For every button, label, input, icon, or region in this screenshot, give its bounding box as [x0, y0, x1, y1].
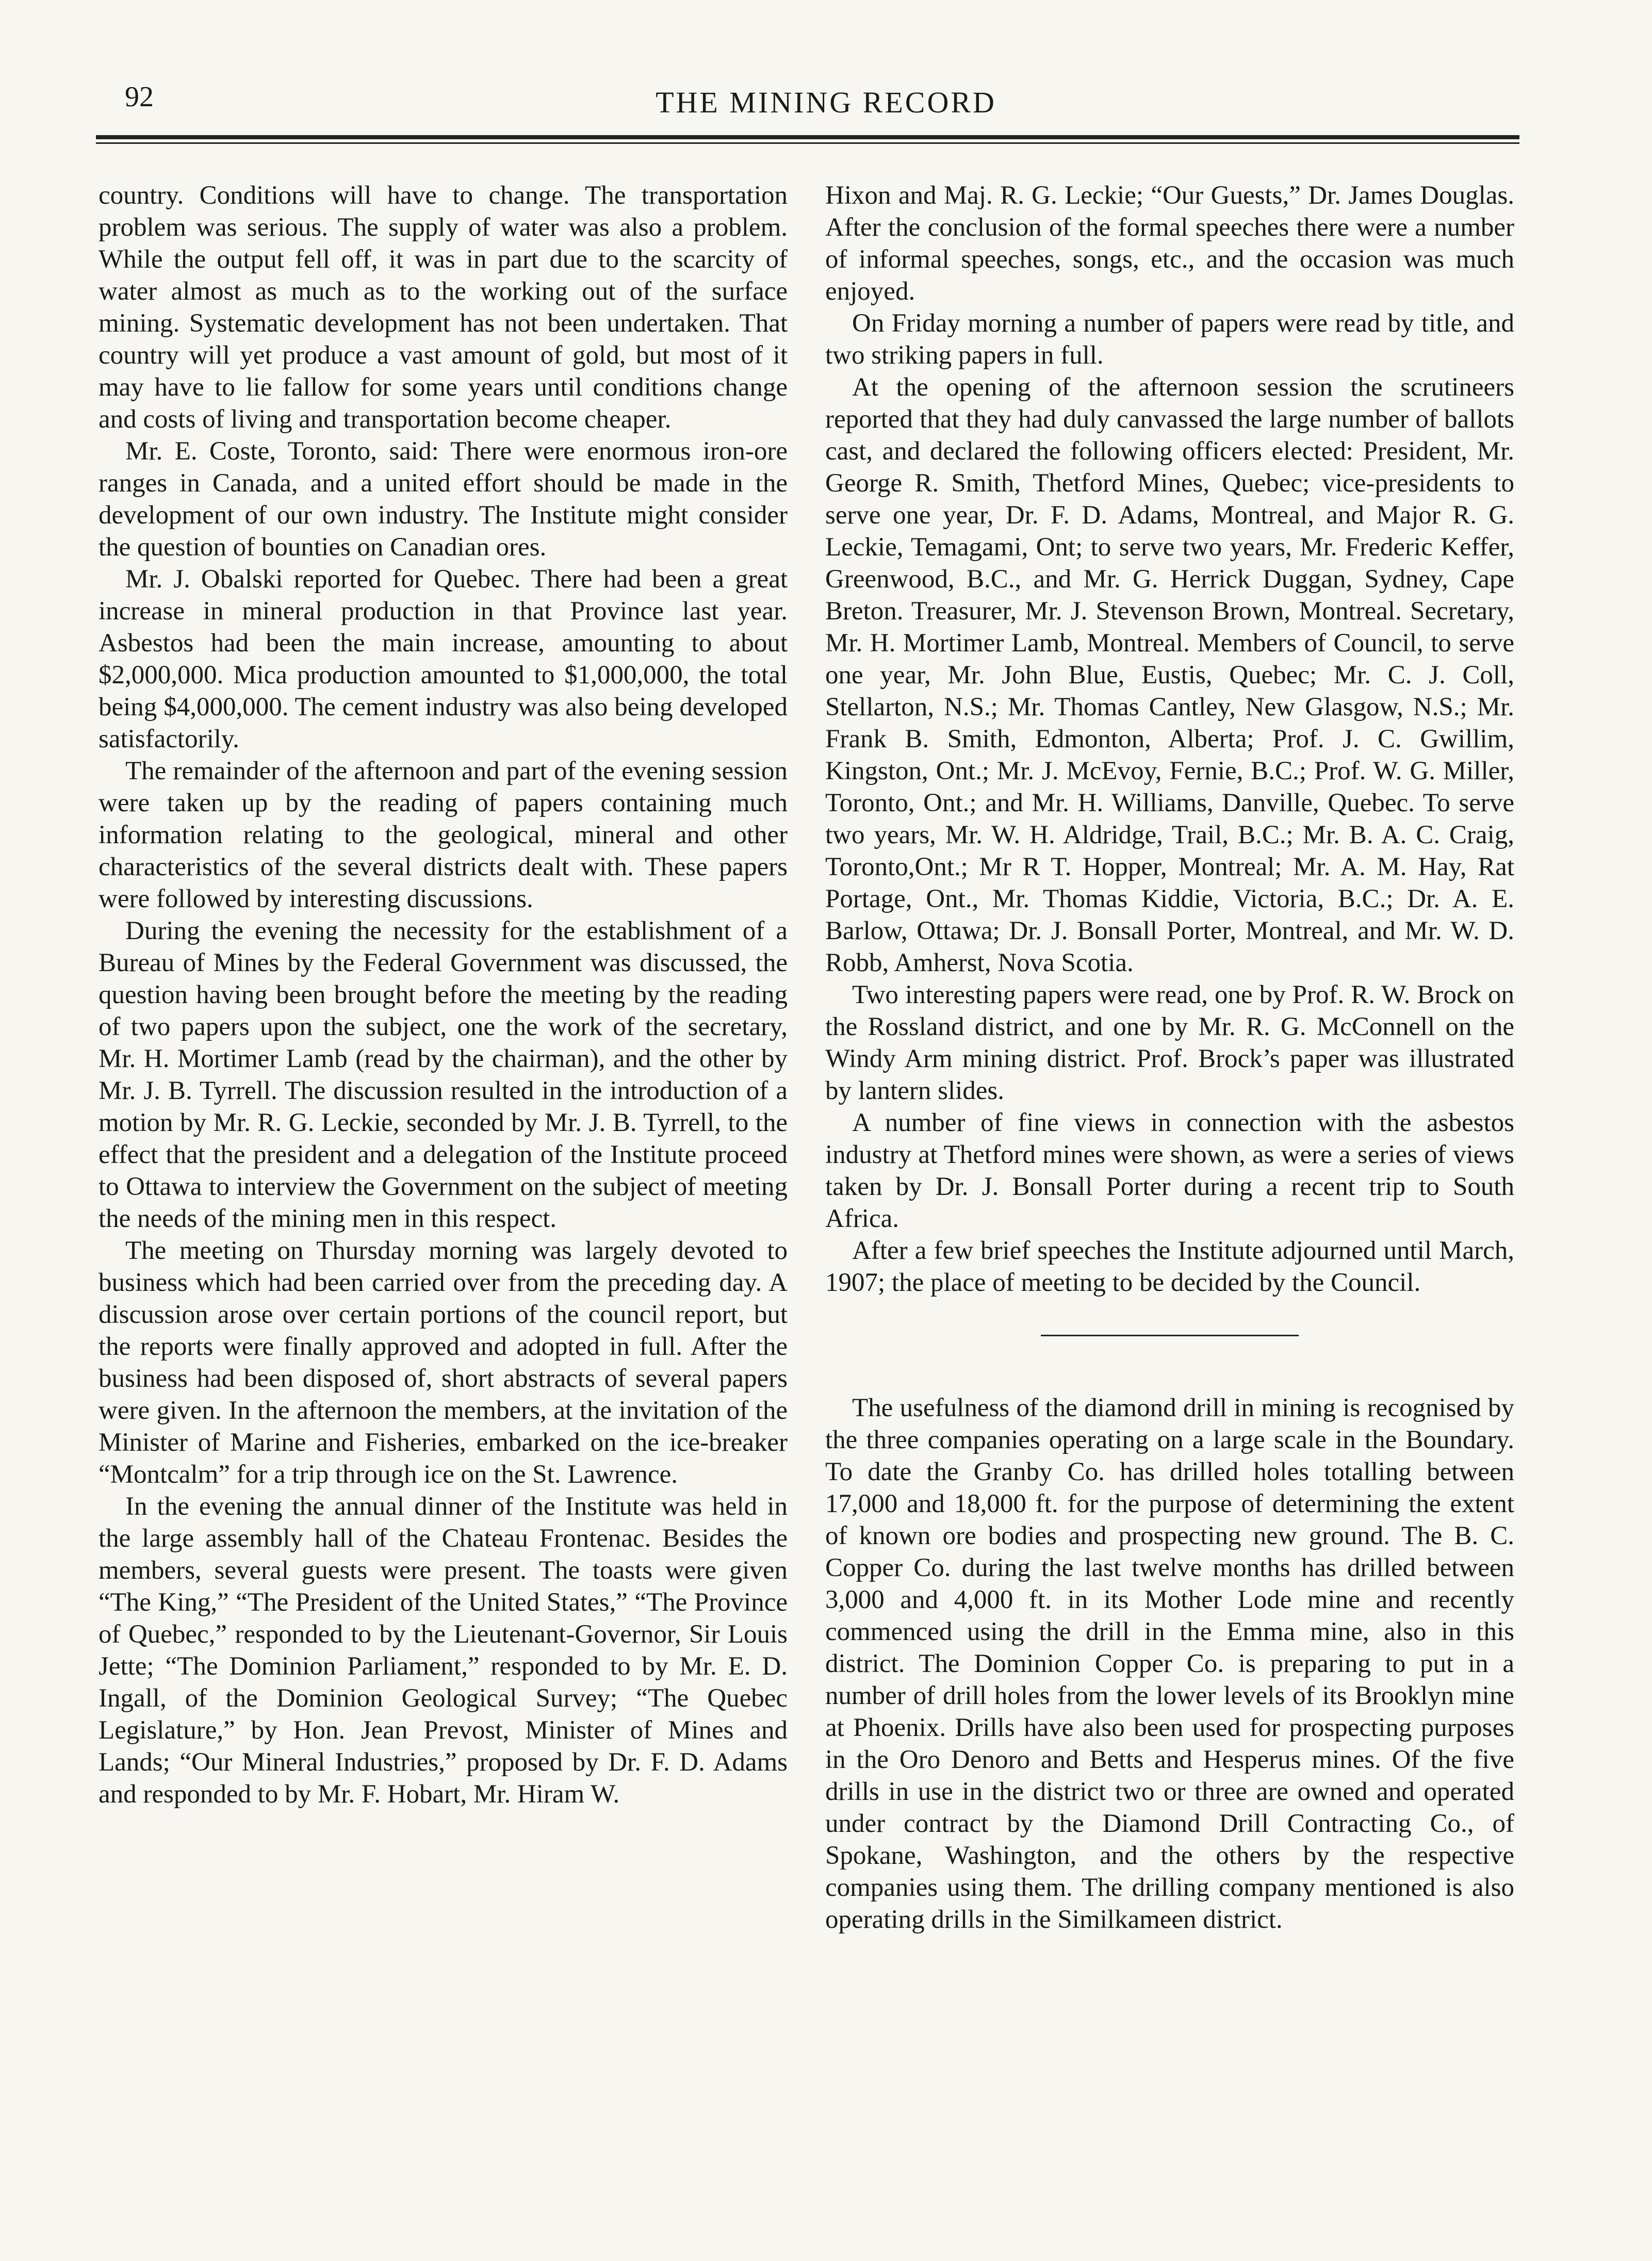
header-rule-thin — [96, 142, 1519, 144]
header-rule-thick — [96, 135, 1519, 139]
paragraph-coste: Mr. E. Coste, Toronto, said: There were enormous iron-ore ranges in Canada, and a united effort should be made in the development of our own industry. The Institute might consider the question of bounties on Canadian ores. — [99, 437, 788, 562]
paragraph-officers-elected: At the opening of the afternoon session the scrutineers reported that they had duly canvassed the large number of ballots cast, and declared the following officers elected: President, Mr. George R. Smith, Thetford Mines, Quebec; vice-presidents to serve one year, Dr. F. D. Adams, Montreal, and Major R. G. Leckie, Temagami, Ont; to serve two years, Mr. Frederic Keffer, Greenwood, B.C., and Mr. G. Herrick Duggan, Sydney, Cape Breton. Treasurer, Mr. J. Stevenson Brown, Montreal. Secretary, Mr. H. Mortimer Lamb, Montreal. Members of Council, to serve one year, Mr. John Blue, Eustis, Quebec; Mr. C. J. Coll, Stellarton, N.S.; Mr. Thomas Cantley, New Glasgow, N.S.; Mr. Frank B. Smith, Edmonton, Alberta; Prof. J. C. Gwillim, Kingston, Ont.; Mr. J. McEvoy, Fernie, B.C.; Prof. W. G. Miller, Toronto, Ont.; and Mr. H. Williams, Danville, Quebec. To serve two years, Mr. W. H. Aldridge, Trail, B.C.; Mr. B. A. C. Craig, Toronto,Ont.; Mr R T. Hopper, Montreal; Mr. A. M. Hay, Rat Portage, Ont., Mr. Thomas Kiddie, Victoria, B.C.; Dr. A. E. Barlow, Ottawa; Dr. J. Bonsall Porter, Montreal, and Mr. W. D. Robb, Amherst, Nova Scotia. — [825, 373, 1514, 977]
paragraph-thursday-meeting: The meeting on Thursday morning was largely devoted to business which had been carried over from the preceding day. A discussion arose over certain portions of the council report, but the reports were finally approved and adopted in full. After the business had been disposed of, short abstracts of several papers were given. In the afternoon the members, at the invitation of the Minister of Marine and Fisheries, embarked on the ice-breaker “Montcalm” for a trip through ice on the St. Lawrence. — [99, 1236, 788, 1489]
page-number: 92 — [125, 81, 154, 113]
right-column — [825, 179, 1514, 1936]
paragraph-bureau-of-mines: During the evening the necessity for the establishment of a Bureau of Mines by the Federal Government was discussed, the question having been brought before the meeting by the reading of two papers upon the subject, one the work of the secretary, Mr. H. Mortimer Lamb (read by the chairman), and the other by Mr. J. B. Tyrrell. The discussion resulted in the introduction of a motion by Mr. R. G. Leckie, seconded by Mr. J. B. Tyrrell, to the effect that the president and a delegation of the Institute proceed to Ottawa to interview the Government on the subject of meeting the needs of the mining men in this respect. — [99, 916, 788, 1233]
paragraph-continued: country. Conditions will have to change. The transportation problem was serious. The supply of water was also a problem. While the output fell off, it was in part due to the scarcity of water almost as much as to the working out of the surface mining. Systematic development has not been undertaken. That country will yet produce a vast amount of gold, but most of it may have to lie fallow for some years until conditions change and costs of living and transportation become cheaper. — [99, 181, 788, 434]
paragraph-adjournment: After a few brief speeches the Institute adjourned until March, 1907; the place of meeting to be decided by the Council. — [825, 1236, 1514, 1297]
paragraph-friday-morning: On Friday morning a number of papers were read by title, and two striking papers in full. — [825, 309, 1514, 370]
paragraph-dinner-continued: Hixon and Maj. R. G. Leckie; “Our Guests,” Dr. James Douglas. After the conclusion of the formal speeches there were a number of informal speeches, songs, etc., and the occasion was much enjoyed. — [825, 181, 1514, 306]
running-title: THE MINING RECORD — [656, 86, 996, 119]
left-column — [99, 179, 788, 1810]
section-separator — [1041, 1335, 1299, 1336]
paragraph-annual-dinner: In the evening the annual dinner of the Institute was held in the large assembly hall of the Chateau Frontenac. Besides the members, several guests were present. The toasts were given “The King,” “The President of the United States,” “The Province of Quebec,” responded to by the Lieutenant-Governor, Sir Louis Jette; “The Dominion Parliament,” responded to by Mr. E. D. Ingall, of the Dominion Geological Survey; “The Quebec Legislature,” by Hon. Jean Prevost, Minister of Mines and Lands; “Our Mineral Industries,” proposed by Dr. F. D. Adams and responded to by Mr. F. Hobart, Mr. Hiram W. — [99, 1492, 788, 1809]
paragraph-obalski: Mr. J. Obalski reported for Quebec. There had been a great increase in mineral production in that Province last year. Asbestos had been the main increase, amounting to about $2,000,000. Mica production amounted to $1,000,000, the total being $4,000,000. The cement industry was also being developed satisfactorily. — [99, 565, 788, 753]
paragraph-papers-read: Two interesting papers were read, one by Prof. R. W. Brock on the Rossland district, and one by Mr. R. G. McConnell on the Windy Arm mining district. Prof. Brock’s paper was illustrated by lantern slides. — [825, 980, 1514, 1105]
paragraph-diamond-drill: The usefulness of the diamond drill in mining is recognised by the three companies operating on a large scale in the Boundary. To date the Granby Co. has drilled holes totalling between 17,000 and 18,000 ft. for the purpose of determining the extent of known ore bodies and prospecting new ground. The B. C. Copper Co. during the last twelve months has drilled between 3,000 and 4,000 ft. in its Mother Lode mine and recently commenced using the drill in the Emma mine, also in this district. The Dominion Copper Co. is preparing to put in a number of drill holes from the lower levels of its Brooklyn mine at Phoenix. Drills have also been used for prospecting purposes in the Oro Denoro and Betts and Hesperus mines. Of the five drills in use in the district two or three are owned and operated under contract by the Diamond Drill Contracting Co., of Spokane, Washington, and the others by the respective companies using them. The drilling company mentioned is also operating drills in the Similkameen district. — [825, 1394, 1514, 1934]
paragraph-afternoon-session: The remainder of the afternoon and part of the evening session were taken up by the reading of papers containing much information relating to the geological, mineral and other characteristics of the several districts dealt with. These papers were followed by interesting discussions. — [99, 757, 788, 913]
paragraph-views-shown: A number of fine views in connection with the asbestos industry at Thetford mines were shown, as were a series of views taken by Dr. J. Bonsall Porter during a recent trip to South Africa. — [825, 1108, 1514, 1233]
